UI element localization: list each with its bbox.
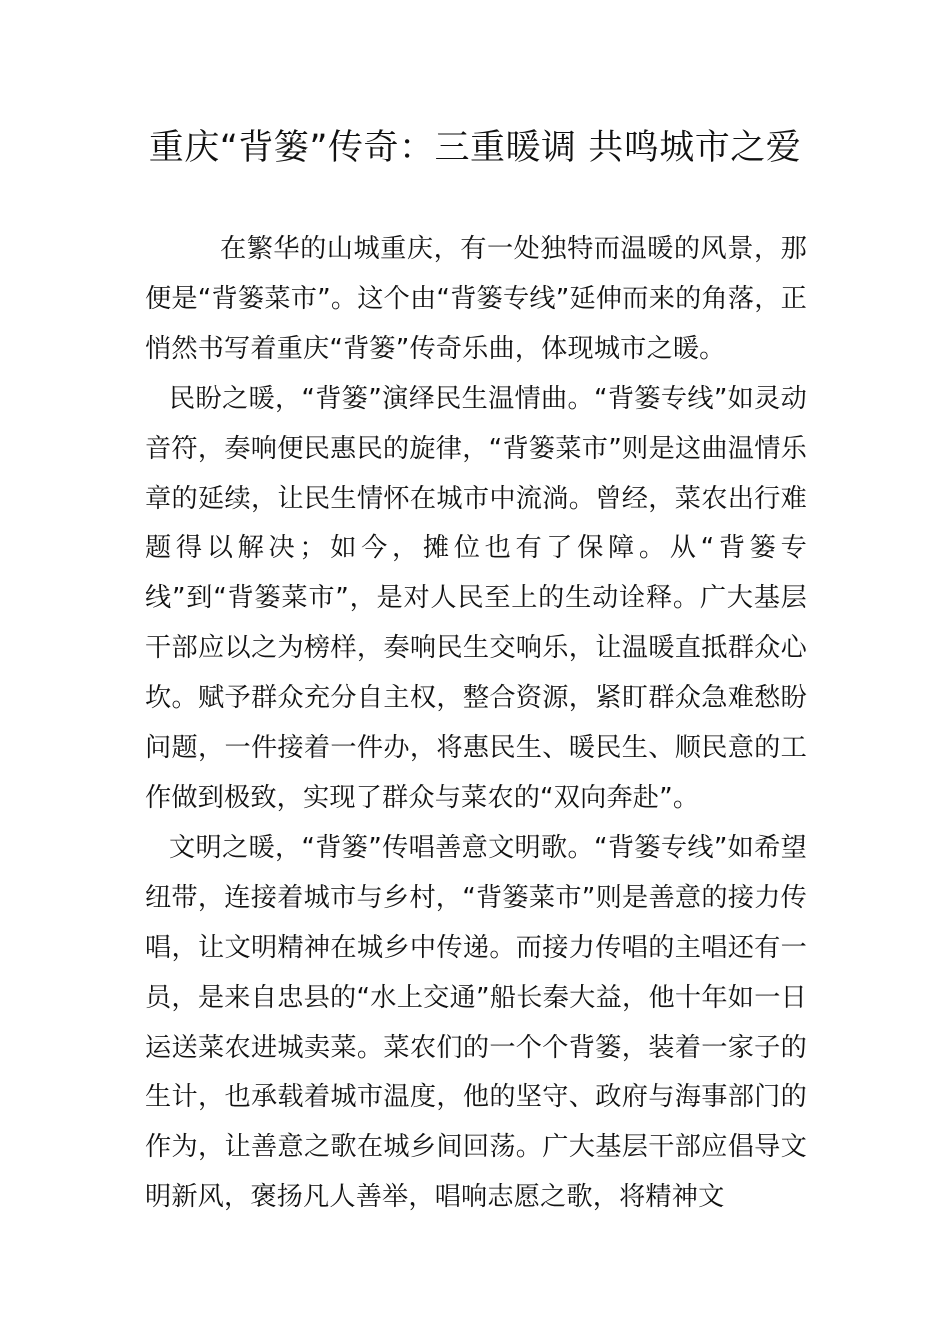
- article-body: [145, 225, 807, 1235]
- paragraph-livelihood-warmth: 民盼之暖，“背篓”演绎民生温情曲。“背篓专线”如灵动音符，奏响便民惠民的旋律，“背篓菜市”则是这曲温情乐章的延续，让民生情怀在城市中流淌。曾经，菜农出行难题得以解决；如今，摊位也有了保障。从“背篓专线”到“背篓菜市”，是对人民至上的生动诠释。广大基层干部应以之为榜样，奏响民生交响乐，让温暖直抵群众心坎。赋予群众充分自主权，整合资源，紧盯群众急难愁盼问题，一件接着一件办，将惠民生、暖民生、顺民意的工作做到极致，实现了群众与菜农的“双向奔赴”。: [145, 383, 807, 813]
- paragraph-civilization-warmth: 文明之暖，“背篓”传唱善意文明歌。“背篓专线”如希望纽带，连接着城市与乡村，“背篓菜市”则是善意的接力传唱，让文明精神在城乡中传递。而接力传唱的主唱还有一员，是来自忠县的“水上交通”船长秦大益，他十年如一日运送菜农进城卖菜。菜农们的一个个背篓，装着一家子的生计，也承载着城市温度，他的坚守、政府与海事部门的作为，让善意之歌在城乡间回荡。广大基层干部应倡导文明新风，褒扬凡人善举，唱响志愿之歌，将精神文: [145, 832, 807, 1213]
- paragraph-intro: 在繁华的山城重庆，有一处独特而温暖的风景，那便是“背篓菜市”。这个由“背篓专线”延伸而来的角落，正悄然书写着重庆“背篓”传奇乐曲，体现城市之暖。: [145, 234, 807, 364]
- article-title: 重庆“背篓”传奇：三重暖调 共鸣城市之爱: [148, 128, 802, 168]
